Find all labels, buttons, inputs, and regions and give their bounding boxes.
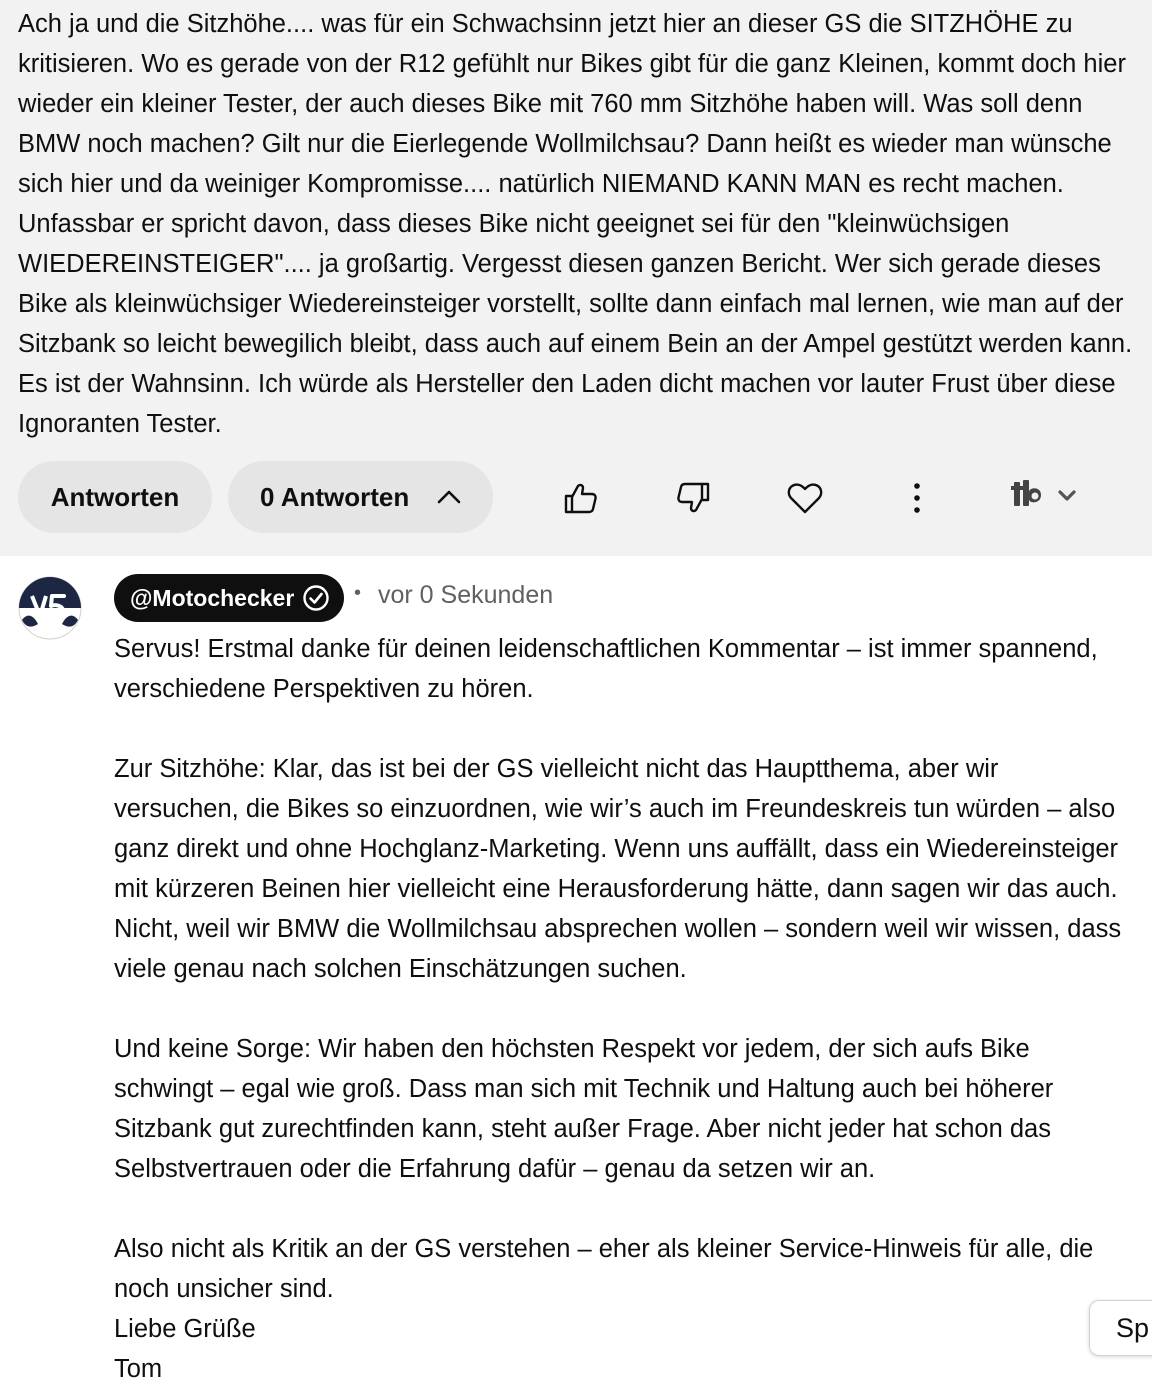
separator-dot: • <box>354 582 362 604</box>
tubebuddy-menu-button[interactable] <box>1008 472 1088 524</box>
dislike-button[interactable] <box>669 474 717 522</box>
thumbs-up-icon <box>563 480 599 516</box>
more-options-button[interactable] <box>893 474 941 522</box>
author-name-chip[interactable] <box>114 574 344 622</box>
verified-check-icon <box>302 584 330 612</box>
author-name: @Motochecker <box>130 584 295 611</box>
reply-paragraph: Also nicht als Kritik an der GS verstehen – eher als kleiner Service-Hinweis für alle, die noch unsicher sind. <box>114 1235 1094 1303</box>
like-button[interactable] <box>557 474 605 522</box>
floating-sp-button[interactable]: Sp <box>1089 1300 1152 1356</box>
thumbs-down-icon <box>675 480 711 516</box>
reply-button[interactable]: Antworten <box>18 461 212 533</box>
tubebuddy-icon <box>1008 472 1088 524</box>
parent-comment <box>0 0 1152 556</box>
comment-body <box>18 4 1133 444</box>
avatar[interactable] <box>18 576 82 640</box>
reply-paragraph: Zur Sitzhöhe: Klar, das ist bei der GS vielleicht nicht das Hauptthema, aber wir versuchen, die Bikes so einzuordnen, wie wir’s auch im Freundeskreis tun würden – also ganz direkt und ohne Hochglanz-Marketing. Wenn uns auffällt, dass ein Wiedereinsteiger mit kürzeren Beinen hier vielleicht eine Herausforderung hätte, dann sagen wir das auch. Nicht, weil wir BMW die Wollmilchsau absprechen wollen – sondern weil wir wissen, dass viele genau nach solchen Einschätzungen suchen. <box>114 755 1122 983</box>
reply-paragraph: Und keine Sorge: Wir haben den höchsten Respekt vor jedem, der sich aufs Bike schwingt – egal wie groß. Dass man sich mit Technik und Haltung auch bei höherer Sitzbank gut zurechtfinden kann, steht außer Frage. Aber nicht jeder hat schon das Selbstvertrauen oder die Erfahrung dafür – genau da setzen wir an. <box>114 1035 1054 1183</box>
comment-text: Ach ja und die Sitzhöhe.... was für ein Schwachsinn jetzt hier an dieser GS die SITZHÖHE zu kritisieren. Wo es gerade von der R12 gefühlt nur Bikes gibt für die ganz Kleinen, kommt doch hier wieder ein kleiner Tester, der auch dieses Bike mit 760 mm Sitzhöhe haben will. Was soll denn BMW noch machen? Gilt nur die Eierlegende Wollmilchsau? Dann heißt es wieder man wünsche sich hier und da weiniger Kompromisse.... natürlich NIEMAND KANN MAN es recht machen. Unfassbar er spricht davon, dass dieses Bike nicht geeignet sei für den "kleinwüchsigen WIEDEREINSTEIGER".... ja großartig. Vergesst diesen ganzen Bericht. Wer sich gerade dieses Bike als kleinwüchsiger Wiedereinsteiger vorstellt, sollte dann einfach mal lernen, wie man auf der Sitzbank so leicht bewegilich bleibt, dass auch auf einem Bein an der Ampel gestützt werden kann. Es ist der Wahnsinn. Ich würde als Hersteller den Laden dicht machen vor lauter Frust über diese Ignoranten Tester. <box>18 10 1133 438</box>
reply-paragraph: Servus! Erstmal danke für deinen leidenschaftlichen Kommentar – ist immer spannend, verschiedene Perspektiven zu hören. <box>114 635 1098 703</box>
show-replies-button[interactable] <box>228 461 493 533</box>
chevron-up-icon <box>435 483 463 511</box>
more-vert-icon <box>907 480 927 516</box>
heart-icon <box>786 479 824 517</box>
reply-body <box>114 629 1124 1389</box>
reply-closing: Liebe Grüße <box>114 1315 256 1343</box>
channel-logo-icon <box>18 576 82 640</box>
heart-button[interactable] <box>781 474 829 522</box>
replies-count-label: 0 Antworten <box>260 481 410 512</box>
reply-timestamp[interactable]: vor 0 Sekunden <box>378 581 554 609</box>
reply-signature: Tom <box>114 1355 163 1383</box>
